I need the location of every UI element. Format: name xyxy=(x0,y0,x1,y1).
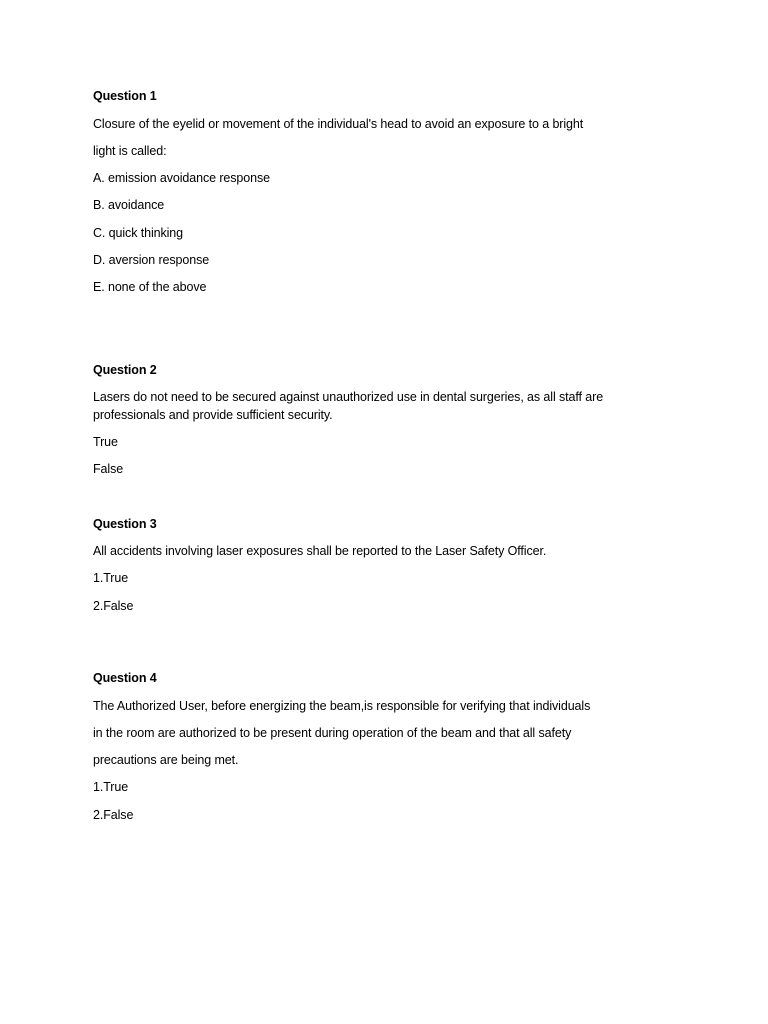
question-3-option-1: 1.True xyxy=(93,571,129,585)
question-1-option-e: E. none of the above xyxy=(93,280,207,294)
question-1-text-line-1: Closure of the eyelid or movement of the individual's head to avoid an exposure to a bright xyxy=(93,117,584,131)
question-3-option-2: 2.False xyxy=(93,599,134,613)
question-4-title: Question 4 xyxy=(93,671,157,685)
question-4-option-2: 2.False xyxy=(93,808,134,822)
question-3-title: Question 3 xyxy=(93,517,157,531)
question-4-text-line-3: precautions are being met. xyxy=(93,753,239,767)
question-1-title: Question 1 xyxy=(93,89,157,103)
question-1-option-c: C. quick thinking xyxy=(93,226,184,240)
question-1-option-b: B. avoidance xyxy=(93,198,165,212)
question-2-text-line-1: Lasers do not need to be secured against unauthorized use in dental surgeries, as all staff are xyxy=(93,390,604,404)
question-2-text-line-2: professionals and provide sufficient security. xyxy=(93,408,333,422)
question-4-text-line-1: The Authorized User, before energizing the beam,is responsible for verifying that individuals xyxy=(93,699,591,713)
question-2-option-true: True xyxy=(93,435,118,449)
question-1-option-a: A. emission avoidance response xyxy=(93,171,270,185)
question-4-text-line-2: in the room are authorized to be present during operation of the beam and that all safety xyxy=(93,726,572,740)
question-1-option-d: D. aversion response xyxy=(93,253,210,267)
question-1-text-line-2: light is called: xyxy=(93,144,167,158)
question-3-text-line-1: All accidents involving laser exposures shall be reported to the Laser Safety Officer. xyxy=(93,544,547,558)
question-2-option-false: False xyxy=(93,462,124,476)
question-4-option-1: 1.True xyxy=(93,780,129,794)
question-2-title: Question 2 xyxy=(93,363,157,377)
